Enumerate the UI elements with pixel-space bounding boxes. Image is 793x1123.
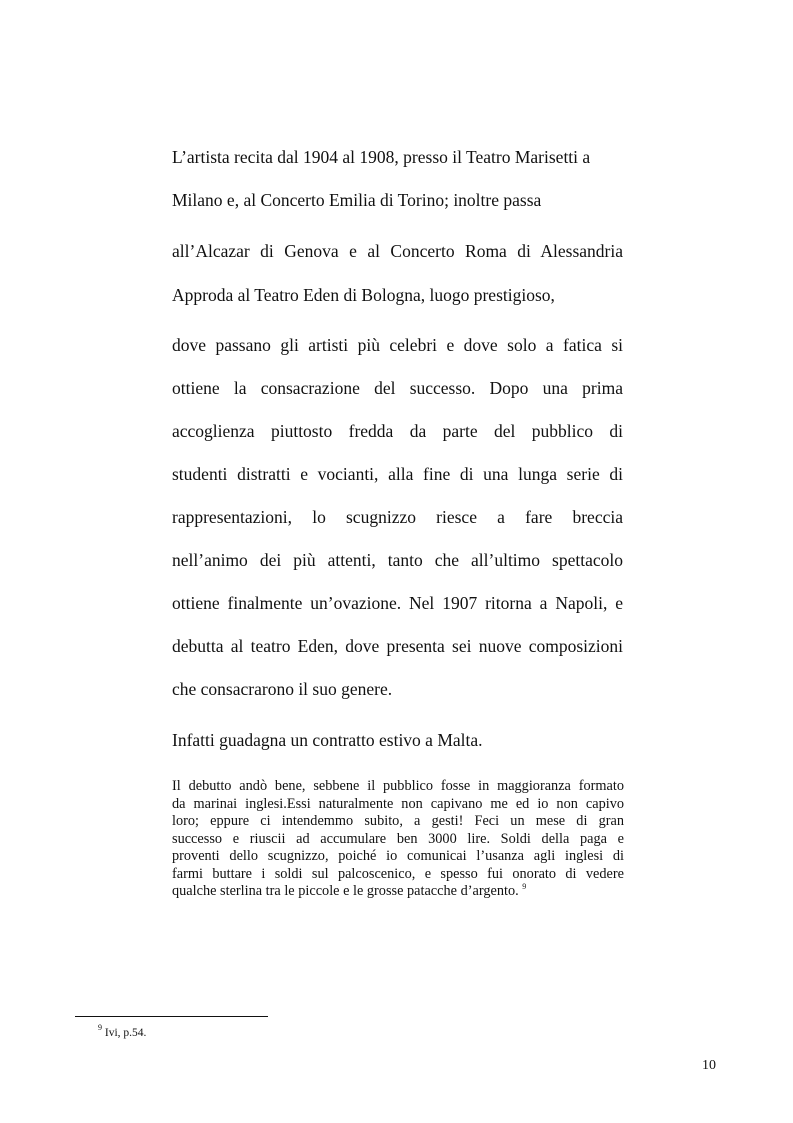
quote-line: da marinai inglesi.Essi naturalmente non capivano me ed io non capivo [172,795,624,812]
quote-line: qualche sterlina tra le piccole e le grosse patacche d’argento. [172,883,523,899]
footnote-marker: 9 [98,1023,102,1032]
body-line: nell’animo dei più attenti, tanto che all’ultimo spettacolo [172,550,623,570]
quote-line: loro; eppure ci intendemmo subito, a gesti! Feci un mese di gran [172,813,624,829]
body-line: Infatti guadagna un contratto estivo a Malta. [172,730,483,750]
quote-line: successo e riuscii ad accumulare ben 3000 lire. Soldi della paga e [172,830,624,847]
body-line: debutta al teatro Eden, dove presenta sei nuove composizioni [172,636,623,656]
body-line: Milano e, al Concerto Emilia di Torino; inoltre passa [172,190,542,210]
body-line: accoglienza piuttosto fredda da parte del pubblico di [172,421,623,441]
page-number: 10 [702,1058,716,1073]
body-line: ottiene finalmente un’ovazione. Nel 1907 ritorna a Napoli, e [172,593,623,613]
footnote-divider [75,1016,268,1017]
footnote-reference[interactable]: 9 [522,882,527,891]
quote-line: farmi buttare i soldi sul palcoscenico, e spesso fui onorato di vedere [172,865,624,882]
body-line: rappresentazioni, lo scugnizzo riesce a fare breccia [172,507,623,527]
footnote [98,1023,147,1040]
quote-last-line [172,883,624,901]
body-line: L’artista recita dal 1904 al 1908, presso il Teatro Marisetti a [172,147,591,167]
body-line: che consacrarono il suo genere. [172,679,393,699]
footnote-text: Ivi, p.54. [102,1027,147,1039]
body-line: all’Alcazar di Genova e al Concerto Roma di Alessandria [172,241,623,261]
quote-line: proventi dello scugnizzo, poiché io comunicai l’usanza agli inglesi di [172,848,624,864]
body-line: ottiene la consacrazione del successo. Dopo una prima [172,378,623,398]
quote-line: Il debutto andò bene, sebbene il pubblico fosse in maggioranza formato [172,778,624,794]
body-line: Approda al Teatro Eden di Bologna, luogo prestigioso, [172,285,555,305]
block-quote [172,778,624,901]
body-line: dove passano gli artisti più celebri e dove solo a fatica si [172,335,623,355]
body-line: studenti distratti e vocianti, alla fine di una lunga serie di [172,464,623,484]
